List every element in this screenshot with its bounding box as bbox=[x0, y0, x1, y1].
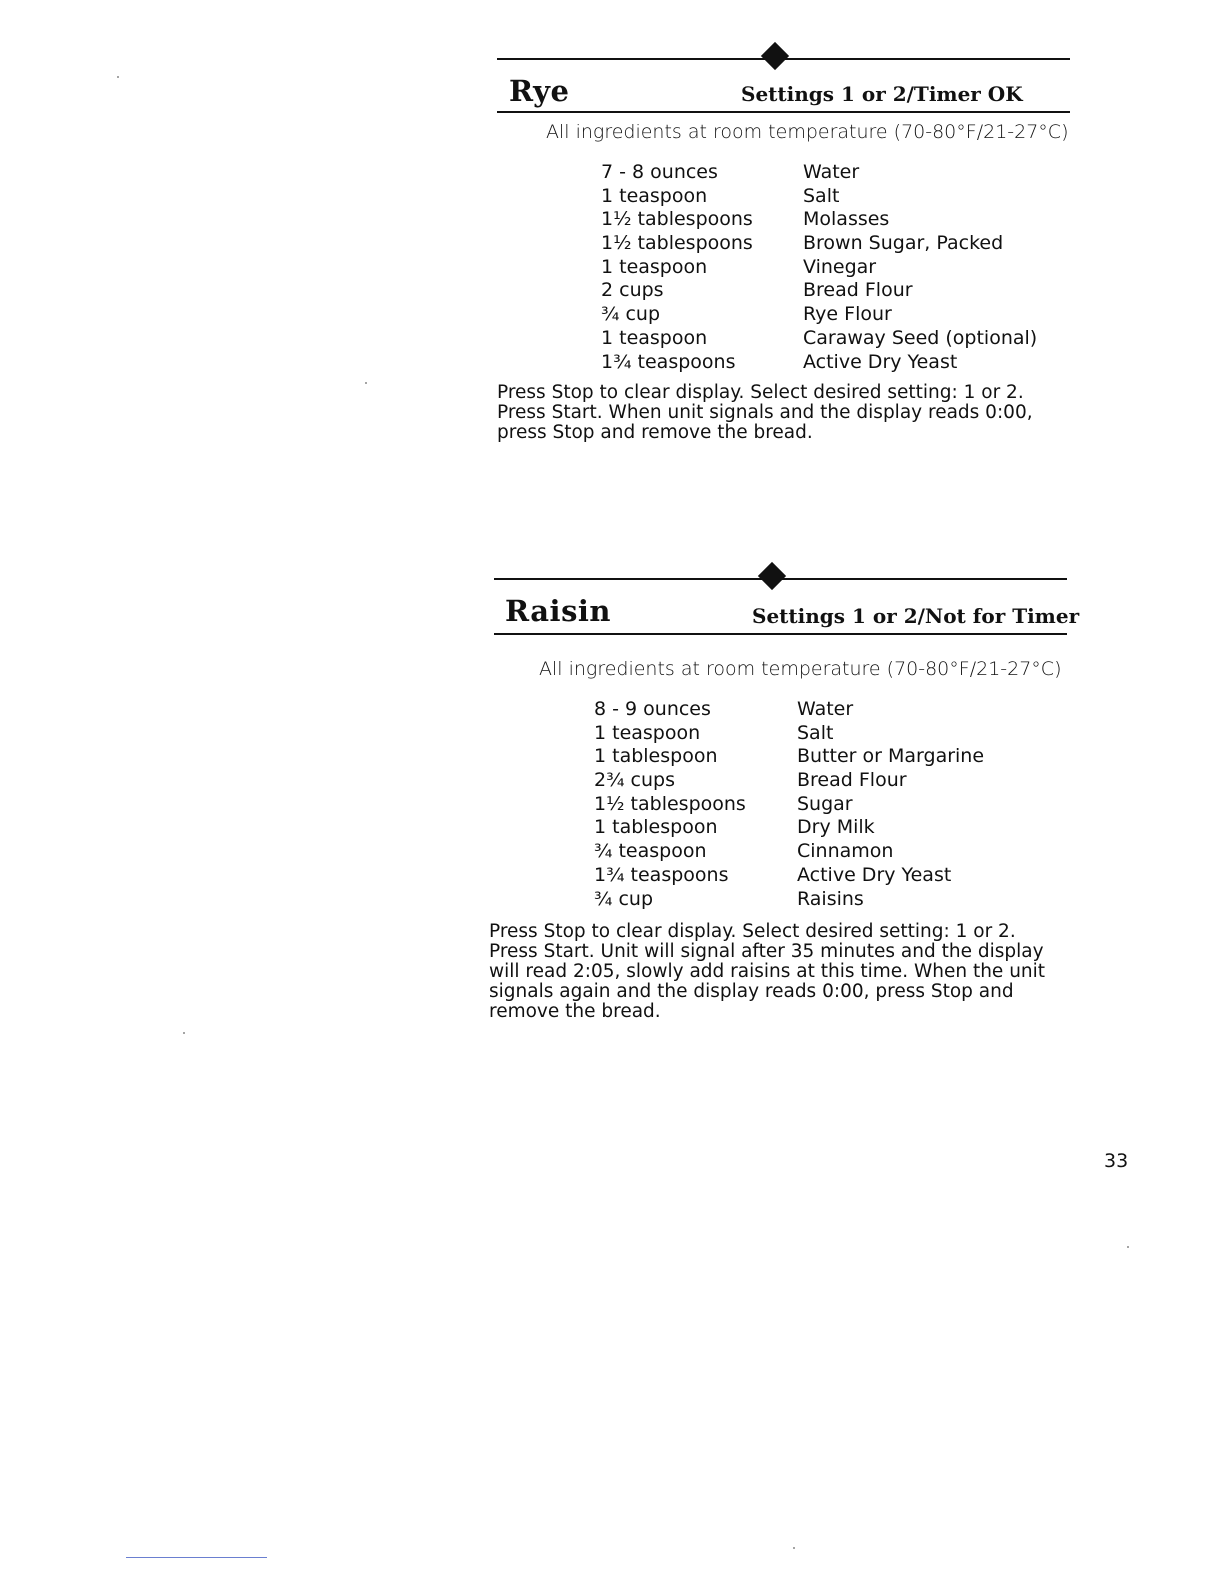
ingredient-row bbox=[601, 232, 1041, 256]
ingredient-row bbox=[594, 793, 1034, 817]
ingredient-name: Salt bbox=[797, 721, 834, 744]
ingredient-qty: 1¾ teaspoons bbox=[594, 863, 729, 886]
scan-speck bbox=[793, 1547, 795, 1549]
ingredient-name: Water bbox=[803, 161, 860, 183]
ingredient-name: Rye Flour bbox=[803, 303, 892, 326]
scan-speck bbox=[183, 1032, 185, 1034]
ingredient-row bbox=[594, 816, 1034, 840]
ingredient-qty: 1 teaspoon bbox=[601, 326, 708, 349]
ingredient-name: Water bbox=[797, 698, 854, 720]
ingredient-qty: 2 cups bbox=[601, 279, 664, 302]
scan-speck bbox=[365, 382, 367, 384]
ingredient-row bbox=[594, 722, 1034, 746]
ingredient-row bbox=[601, 303, 1041, 327]
footer-line bbox=[126, 1557, 267, 1558]
ingredient-row bbox=[594, 698, 1034, 722]
ingredient-list bbox=[594, 698, 1034, 911]
recipe-settings: Settings 1 or 2/Timer OK bbox=[741, 82, 1023, 106]
ingredient-qty: 2¾ cups bbox=[594, 769, 675, 792]
scan-speck bbox=[117, 76, 119, 78]
ingredient-row bbox=[594, 745, 1034, 769]
recipe-title: Rye bbox=[509, 74, 570, 108]
ingredient-name: Sugar bbox=[797, 792, 853, 815]
temperature-note: All ingredients at room temperature (70-80°F/21-27°C) bbox=[539, 658, 1062, 680]
ingredient-qty: ¾ cup bbox=[594, 887, 654, 910]
ingredient-qty: 1½ tablespoons bbox=[601, 208, 753, 231]
ingredient-row bbox=[594, 888, 1034, 912]
ingredient-name: Active Dry Yeast bbox=[803, 350, 958, 373]
ingredient-row bbox=[601, 256, 1041, 280]
ingredient-name: Vinegar bbox=[803, 255, 877, 278]
ingredient-name: Raisins bbox=[797, 887, 864, 910]
ingredient-name: Bread Flour bbox=[797, 769, 907, 792]
ingredient-name: Salt bbox=[803, 184, 840, 207]
temperature-note: All ingredients at room temperature (70-80°F/21-27°C) bbox=[546, 121, 1069, 143]
ingredient-name: Brown Sugar, Packed bbox=[803, 232, 1004, 255]
ingredient-row bbox=[601, 327, 1041, 351]
ingredient-row bbox=[601, 351, 1041, 375]
recipe-rye bbox=[497, 40, 1070, 450]
ingredient-qty: 1 teaspoon bbox=[601, 184, 708, 207]
ingredient-name: Bread Flour bbox=[803, 279, 913, 302]
recipe-title: Raisin bbox=[505, 594, 612, 628]
ingredient-list bbox=[601, 161, 1041, 374]
ingredient-row bbox=[594, 864, 1034, 888]
page-number: 33 bbox=[1104, 1150, 1129, 1172]
ingredient-name: Dry Milk bbox=[797, 816, 875, 839]
scan-speck bbox=[1127, 1246, 1129, 1248]
ingredient-qty: ¾ teaspoon bbox=[594, 840, 707, 863]
diamond-ornament-icon bbox=[761, 42, 789, 70]
diamond-ornament-icon bbox=[758, 562, 786, 590]
ingredient-name: Active Dry Yeast bbox=[797, 863, 952, 886]
ingredient-qty: 1 tablespoon bbox=[594, 745, 718, 768]
ingredient-name: Molasses bbox=[803, 208, 890, 231]
ingredient-qty: 1½ tablespoons bbox=[601, 232, 753, 255]
ingredient-qty: 7 - 8 ounces bbox=[601, 161, 718, 183]
ingredient-row bbox=[601, 161, 1041, 185]
ingredient-qty: 8 - 9 ounces bbox=[594, 698, 711, 720]
title-underline bbox=[494, 633, 1067, 635]
ingredient-row bbox=[594, 840, 1034, 864]
recipe-settings: Settings 1 or 2/Not for Timer bbox=[752, 604, 1080, 628]
ingredient-qty: 1½ tablespoons bbox=[594, 792, 746, 815]
recipe-raisin bbox=[489, 560, 1080, 1022]
ingredient-qty: 1 tablespoon bbox=[594, 816, 718, 839]
ingredient-name: Cinnamon bbox=[797, 840, 894, 863]
ingredient-qty: 1 teaspoon bbox=[594, 721, 701, 744]
ingredient-row bbox=[601, 208, 1041, 232]
recipe-instructions: Press Stop to clear display. Select desired setting: 1 or 2. Press Start. When unit signals and the display reads 0:00, press Stop and remove the bread. bbox=[497, 382, 1033, 443]
ingredient-qty: ¾ cup bbox=[601, 303, 661, 326]
ingredient-row bbox=[594, 769, 1034, 793]
ingredient-name: Caraway Seed (optional) bbox=[803, 326, 1038, 349]
ingredient-row bbox=[601, 185, 1041, 209]
ingredient-qty: 1¾ teaspoons bbox=[601, 350, 736, 373]
ingredient-qty: 1 teaspoon bbox=[601, 255, 708, 278]
recipe-instructions: Press Stop to clear display. Select desired setting: 1 or 2. Press Start. Unit will signal after 35 minutes and the display will read 2:05, slowly add raisins at this time. When the unit signals again and the display reads 0:00, press Stop and remove the bread. bbox=[489, 921, 1046, 1022]
title-underline bbox=[497, 111, 1070, 113]
ingredient-row bbox=[601, 279, 1041, 303]
ingredient-name: Butter or Margarine bbox=[797, 745, 985, 768]
